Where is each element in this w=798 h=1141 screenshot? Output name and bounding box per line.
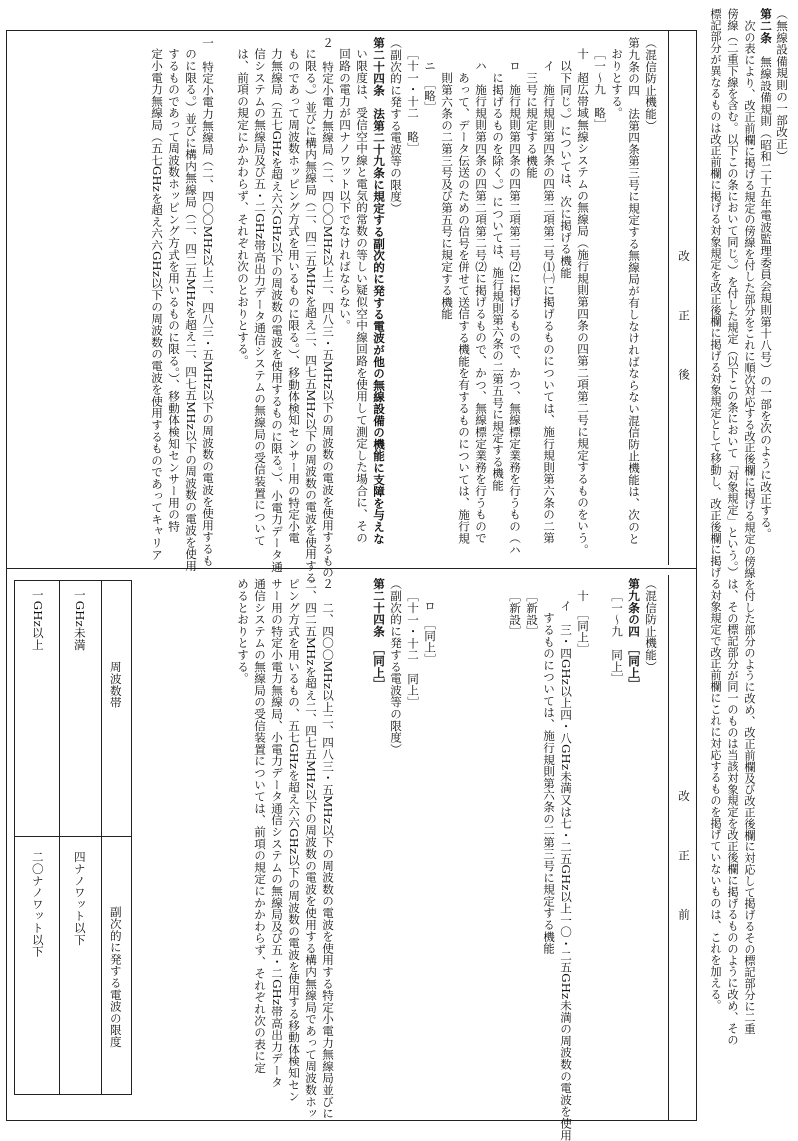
frame-heading-divider-top [668, 30, 669, 565]
after-line: ２ 特定小電力無線局（二、四〇〇MHz以上二、四八三・五MHz以下の周波数の電波を使用するもの [321, 37, 335, 579]
article-text-2: 次の表により、改正前欄に掲げる規定の傍線を付した部分をこれに順次対応する改正後欄に掲げる規定の傍線を付した部分のように改め、改正前欄及び改正後欄に対応して掲げるその標記部分に二重 [743, 20, 756, 1035]
emission-limit-table [14, 580, 132, 1095]
before-line: ［新設］ [525, 590, 539, 638]
table-cell-limit: 二〇ナノワット以下 [30, 851, 45, 958]
table-column-divider [15, 836, 131, 837]
table-header-band: 周波数帯 [108, 661, 123, 709]
before-line: サー用の特定小電力無線局、小電力データ通信システムの無線局及び五・二GHz帯高出力データ [270, 578, 284, 1088]
after-line: 定小電力無線局（五七GHzを超え六六GHz以下の周波数の電波を使用するものであってキャリア [150, 48, 164, 561]
before-line: めるとおりとする。 [236, 578, 250, 685]
after-line: ニ ［略］ [423, 60, 437, 114]
after-line: あって、データ伝送のための信号を併せて送信する機能を有するものについては、施行規 [457, 72, 471, 544]
after-line: （混信防止機能） [644, 37, 658, 132]
after-line: 十 超広帯域無線システムの無線局（施行規則第四条の四第二項第二号に規定するものをいう。 [576, 48, 590, 556]
after-line: ［十一・十二 略］ [406, 48, 420, 155]
before-line: ロ ［同上］ [423, 600, 437, 665]
before-line: ［一〜九 同上］ [610, 590, 624, 685]
after-line: 信システムの無線局及び五・二GHz帯高出力データ通信システムの無線局の受信装置について [253, 48, 267, 547]
before-line: 第九条の四 ［同上］ [627, 578, 641, 691]
before-line: イ 三・四GHz以上四・八GHz未満又は七・二五GHz以上一〇・二五GHz未満の周波数の電波を使用 [559, 600, 573, 1141]
after-line: のに限る。）並びに構内無線局（二、四二五MHzを超え二、四七五MHz以下の周波数の電波を使用 [184, 48, 198, 572]
before-line: （混信防止機能） [644, 578, 658, 673]
after-line: ものであって周波数ホッピング方式を用いるものに限る。）、移動体検知センサー用の特定小電 [287, 48, 301, 544]
frame-right [696, 30, 697, 1120]
after-line: 則第六条の二第三号及び第五号に規定する機能 [440, 72, 454, 320]
after-heading: 改 正 後 [677, 250, 691, 398]
after-line: ハ 施行規則第四条の四第二項第二号⑵に掲げるもので、かつ、無線標定業務を行うもので [474, 60, 488, 544]
before-line: ［十一・十二 同上］ [406, 590, 420, 708]
article-text-3: 傍線（二重下線を含む。以下この条において同じ。）を付した規定（以下この条において「対象規定」という。）は、その標記部分が同一のものは当該対象規定を改正後欄に掲げるもののように改め、その [726, 8, 739, 1046]
after-line: 以下同じ。）については、次に掲げる機能 [559, 60, 573, 279]
before-line: 十 ［同上］ [576, 590, 590, 655]
before-line: ［新設］ [508, 590, 522, 638]
after-line: 一 特定小電力無線局（二、四〇〇MHz以上二、四八三・五MHz以下の周波数の電波を使用するも [201, 37, 215, 567]
after-line: ロ 施行規則第四条の四第二項第二号⑵に掲げるもので、かつ、無線標定業務を行うもの（ハ [508, 60, 522, 556]
table-header-limit: 副次的に発する電波の限度 [108, 906, 123, 1048]
after-line: （副次的に発する電波等の限度） [389, 37, 403, 214]
table-header-divider [101, 581, 102, 1094]
after-line: に掲げるものを除く。）については、施行規則第六条の二第五号に規定する機能 [491, 72, 505, 491]
after-line: に限る。）並びに構内無線局（二、四二五MHzを超え二、四七五MHz以下の周波数の電波を使用する [304, 48, 318, 584]
before-line: 第二十四条 ［同上］ [372, 578, 386, 691]
before-line: 二、四二五MHzを超え二、四七五MHz以下の周波数の電波を使用する構内無線局であって周波数ホッ [304, 578, 318, 1120]
frame-left [6, 30, 7, 1120]
before-line: （副次的に発する電波等の限度） [389, 578, 403, 755]
after-line: イ 施行規則第四条の四第二項第二号⑴㈠に掲げるものについては、施行規則第六条の二第 [542, 60, 556, 544]
after-line: おりとする。 [610, 48, 624, 119]
article-text-1: 無線設備規則（昭和二十五年電波監理委員会規則第十八号）の一部を次のように改正する。 [759, 56, 773, 540]
after-line: 第九条の四 法第四条第三号に規定する無線局が有しなければならない混信防止機能は、次のと [627, 37, 641, 545]
after-line: 力無線局（五七GHzを超え六六GHz以下の周波数の電波を使用するものに限る。）、小電力データ通 [270, 48, 284, 573]
before-heading: 改 正 前 [677, 790, 691, 938]
frame-top [6, 30, 697, 31]
after-line: するものであって周波数ホッピング方式を用いるものに限る。）、移動体検知センサー用の特 [167, 48, 181, 532]
amendment-note: （無線設備規則の一部改正） [775, 8, 789, 162]
after-line: は、前項の規定にかかわらず、それぞれ次のとおりとする。 [236, 48, 250, 367]
frame-heading-divider-bottom [668, 575, 669, 1120]
before-line: 通信システムの無線局の受信装置については、前項の規定にかかわらず、それぞれ次の表に定 [253, 578, 267, 1074]
after-line: ［一〜九 略］ [593, 48, 607, 131]
frame-bottom [6, 1120, 697, 1121]
before-line: するものについては、施行規則第六条の二第三号に規定する機能 [542, 612, 556, 955]
before-line: ２ 二、四〇〇MHz以上二、四八三・五MHz以下の周波数の電波を使用する特定小電力無線局並びに [321, 578, 335, 1120]
table-cell-band: 一GHz未満 [72, 589, 87, 651]
table-row-divider [59, 581, 60, 1094]
before-line: ピング方式を用いるもの、五七GHzを超え六六GHz以下の周波数の電波を使用する移動体検知セン [287, 578, 301, 1103]
table-cell-limit: 四ナノワット以下 [72, 851, 87, 946]
article-label: 第二条 [759, 8, 773, 44]
after-line: い限度は、受信空中線と電気的常数の等しい疑似空中線回路を使用して測定した場合に、その [355, 48, 369, 544]
table-cell-band: 一GHz以上 [30, 589, 45, 651]
after-line: 回路の電力が四ナノワット以下でなければならない。 [338, 48, 352, 332]
after-line: 三号に規定する機能 [525, 72, 539, 179]
after-line: 第二十四条 法第二十九条に規定する副次的に発する電波が他の無線設備の機能に支障を与えな [372, 37, 386, 545]
article-text-4: 標記部分が異なるものは改正前欄に掲げる対象規定を改正後欄に掲げる対象規定として移動し、改正後欄に掲げる対象規定で改正前欄にこれに対応するものを掲げていないものは、これを加える。 [709, 8, 722, 1012]
section-divider [6, 568, 697, 569]
